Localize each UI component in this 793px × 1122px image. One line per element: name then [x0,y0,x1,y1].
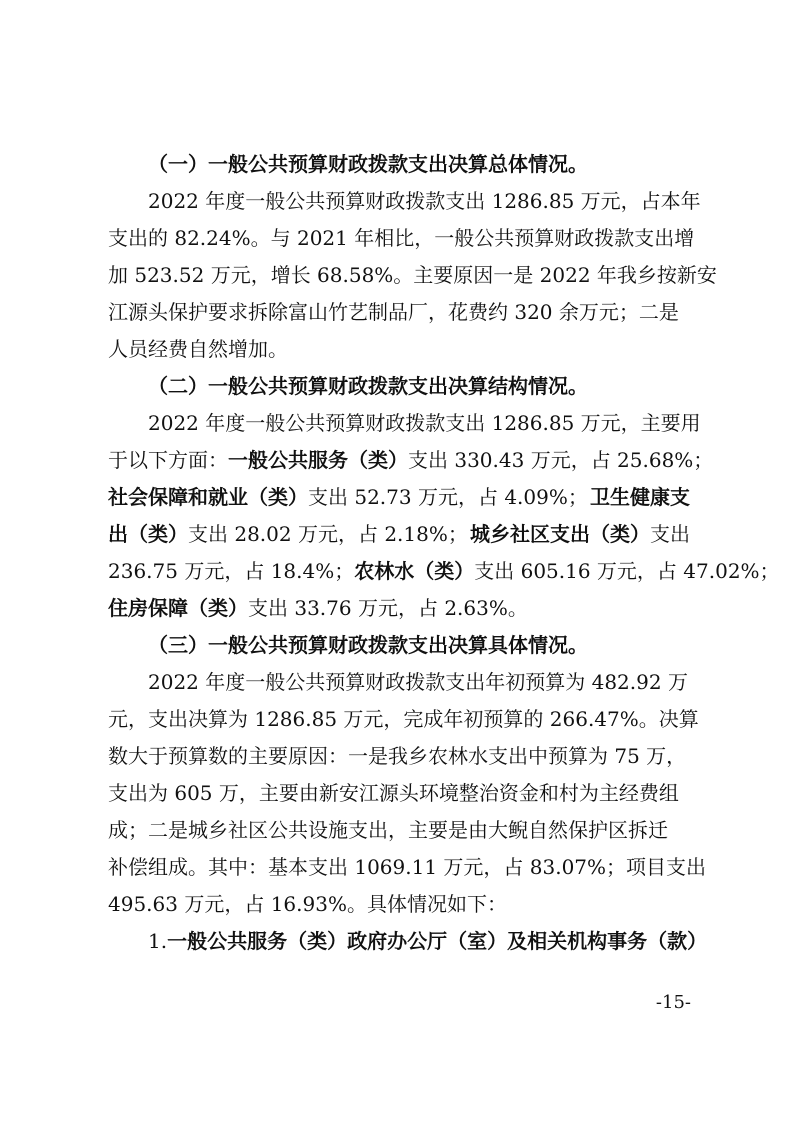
section-heading-2: （二）一般公共预算财政拨款支出决算结构情况。 [148,374,588,398]
category-general-public-services: 一般公共服务（类） [228,448,408,472]
section-1-line-4: 江源头保护要求拆除富山竹艺制品厂，花费约 320 余万元；二是 [108,300,679,324]
section-3-line-7: 495.63 万元，占 16.93%。具体情况如下： [108,892,507,916]
section-3-line-5: 成；二是城乡社区公共设施支出，主要是由大鲵自然保护区拆迁 [108,818,668,842]
category-text: 支出 33.76 万元，占 2.63%。 [248,596,528,620]
section-2-line-1: 2022 年度一般公共预算财政拨款支出 1286.85 万元，主要用 [148,411,701,435]
category-housing: 住房保障（类） [108,596,248,620]
category-agriculture-forestry-water: 农林水（类） [354,559,475,583]
section-3-line-1: 2022 年度一般公共预算财政拨款支出年初预算为 482.92 万 [148,670,688,694]
section-1-line-5: 人员经费自然增加。 [108,337,288,361]
section-2-line-3 [108,479,690,516]
category-text: 236.75 万元，占 18.4%； [108,559,355,583]
category-social-security: 社会保障和就业（类） [108,485,308,509]
item-title: 一般公共服务（类）政府办公厅（室）及相关机构事务（款） [167,929,708,953]
section-3-line-6: 补偿组成。其中：基本支出 1069.11 万元，占 83.07%；项目支出 [108,855,707,879]
section-heading-1: （一）一般公共预算财政拨款支出决算总体情况。 [148,152,588,176]
category-health-a: 卫生健康支 [590,485,690,509]
category-text: 支出 28.02 万元，占 2.18%； [188,522,468,546]
category-text: 支出 330.43 万元，占 25.68%； [408,448,714,472]
section-2-line-6 [108,590,690,627]
section-1-line-1: 2022 年度一般公共预算财政拨款支出 1286.85 万元，占本年 [148,189,701,213]
section-1-line-2: 支出的 82.24%。与 2021 年相比，一般公共预算财政拨款支出增 [108,226,695,250]
section-3-line-3: 数大于预算数的主要原因：一是我乡农林水支出中预算为 75 万， [108,744,687,768]
section-3-line-4: 支出为 605 万，主要由新安江源头环境整治资金和村为主经费组 [108,781,679,805]
section-heading-3: （三）一般公共预算财政拨款支出决算具体情况。 [148,633,588,657]
category-text: 支出 605.16 万元，占 47.02%； [474,559,780,583]
body-text [108,146,780,960]
section-2-line-4 [108,516,690,553]
item-number: 1. [148,929,168,953]
section-2-line-2 [108,442,714,479]
category-text: 支出 52.73 万元，占 4.09%； [308,485,588,509]
page-number: -15- [655,992,691,1013]
line-prefix: 于以下方面： [108,448,228,472]
category-health-b: 出（类） [108,522,188,546]
category-text: 支出 [650,522,690,546]
item-1-heading [108,923,708,960]
section-3-line-2: 元，支出决算为 1286.85 万元，完成年初预算的 266.47%。决算 [108,707,699,731]
section-1-line-3: 加 523.52 万元，增长 68.58%。主要原因一是 2022 年我乡按新安 [108,263,717,287]
section-2-line-5 [108,553,780,590]
category-urban-rural-community: 城乡社区支出（类） [470,522,650,546]
